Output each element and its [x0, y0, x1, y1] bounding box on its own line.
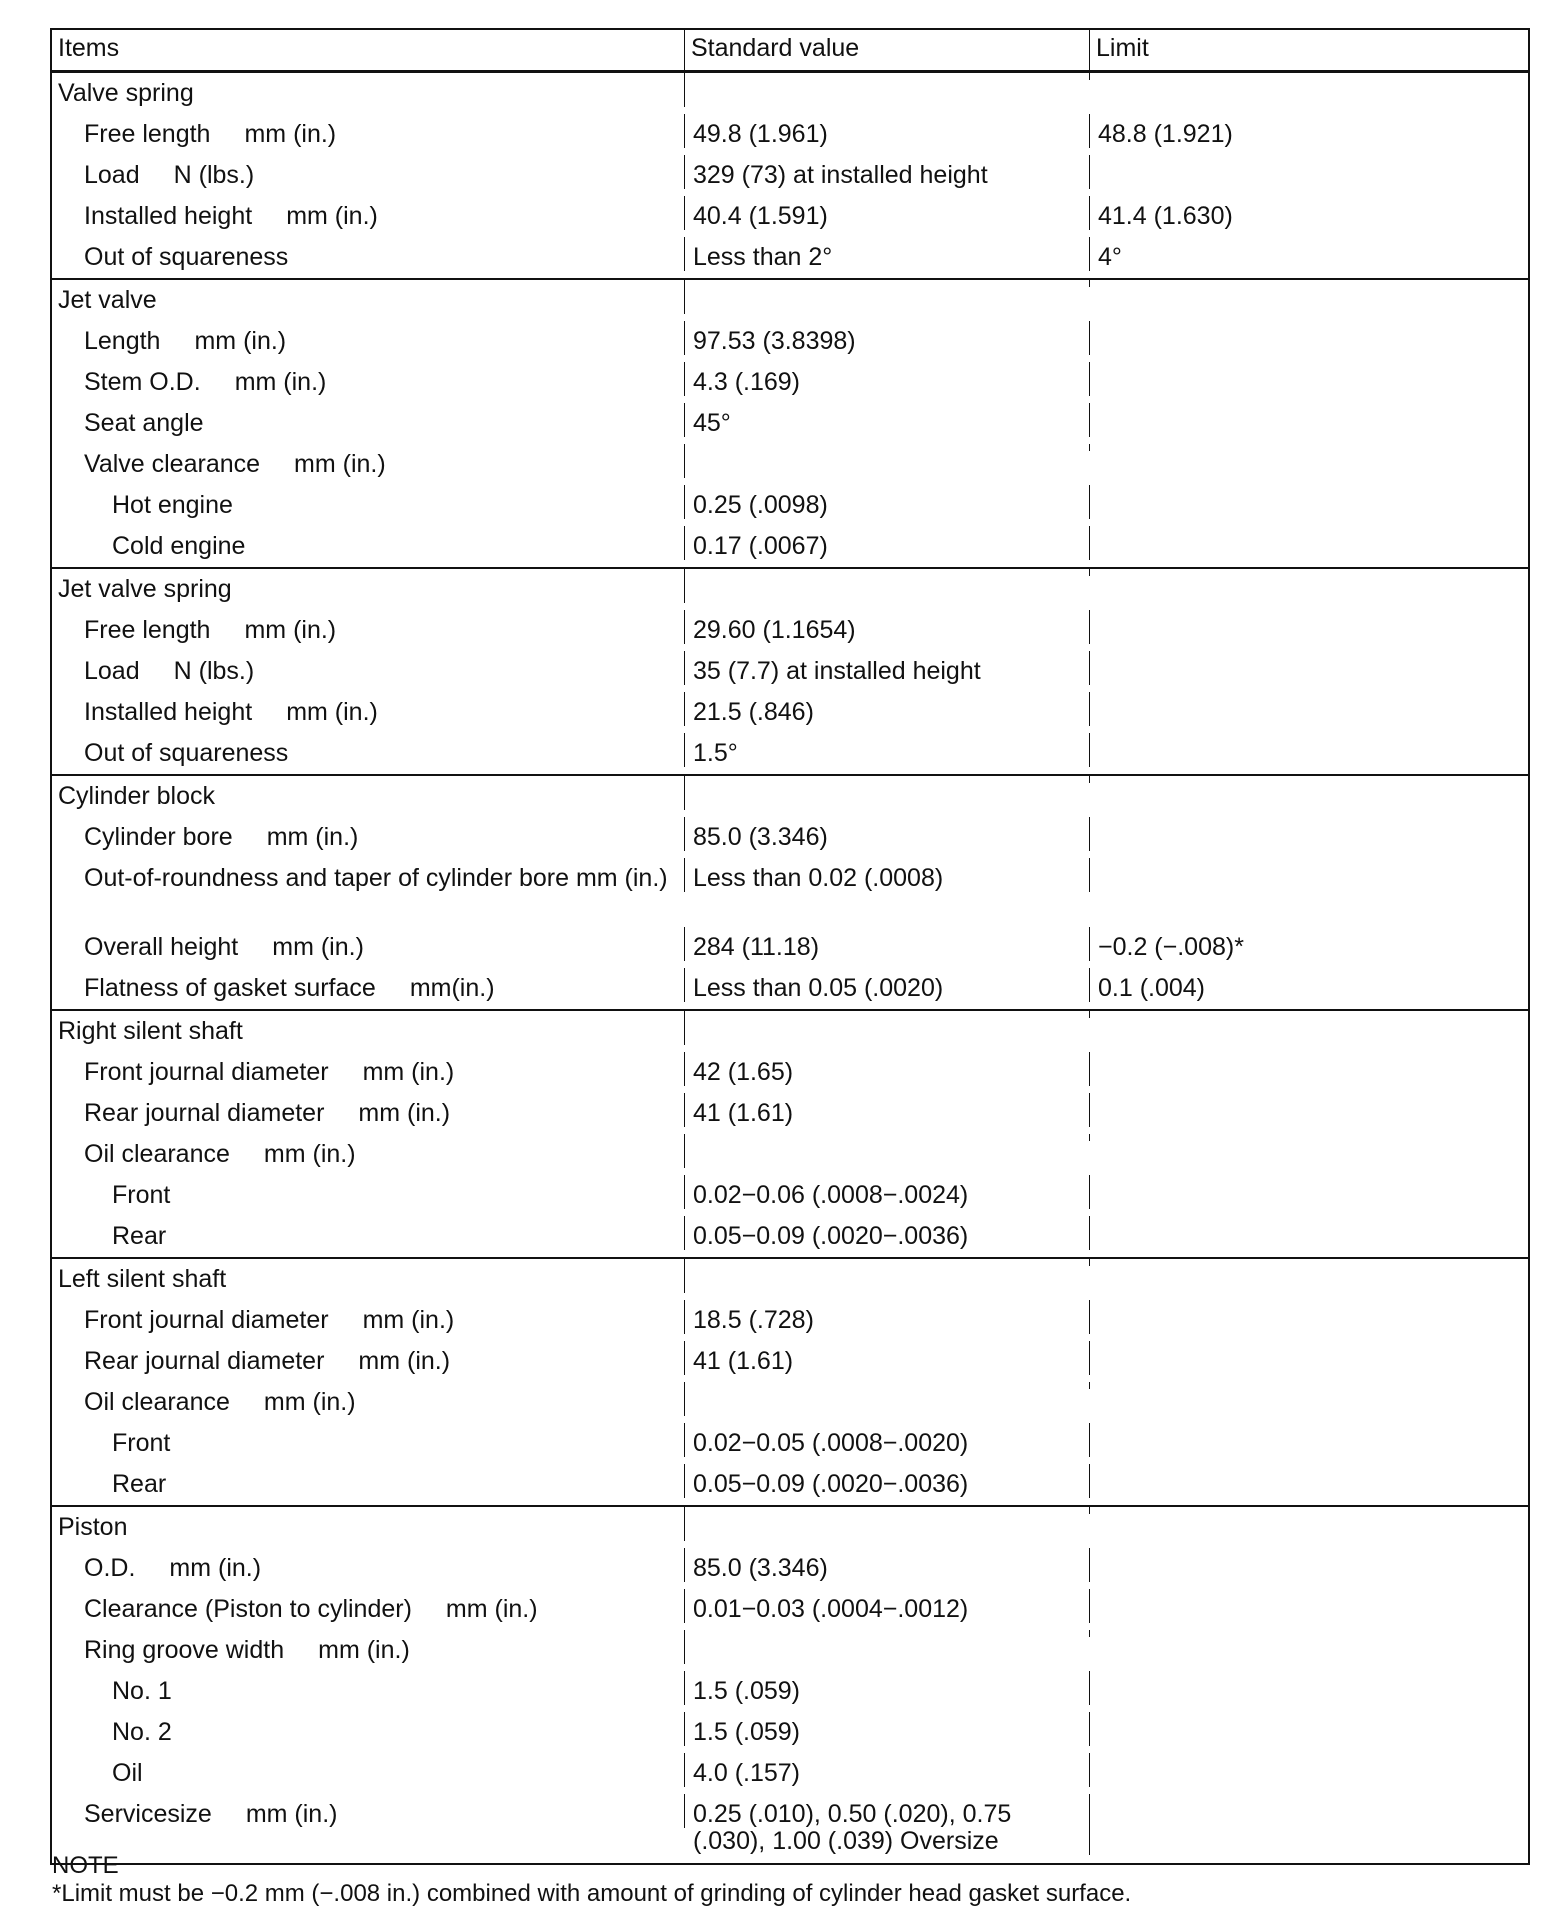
limit-cell: [1090, 1630, 1528, 1637]
item-label: Out of squareness: [84, 739, 289, 767]
table-row: [52, 968, 1528, 1009]
item-label: Overall height: [84, 933, 239, 961]
standard-cell: 329 (73) at installed height: [685, 155, 1090, 189]
standard-cell: [685, 1382, 1090, 1389]
standard-cell: 4.0 (.157): [685, 1753, 1090, 1787]
standard-cell: [685, 569, 1090, 576]
spec-table: [50, 28, 1530, 1865]
standard-cell: 18.5 (.728): [685, 1300, 1090, 1334]
limit-cell: [1090, 403, 1528, 410]
header-standard-value: Standard value: [685, 30, 1090, 70]
item-label: Out of squareness: [84, 243, 289, 271]
section-title: Right silent shaft: [52, 1011, 685, 1045]
table-row: [52, 610, 1528, 651]
item-unit: mm (in.): [266, 823, 359, 851]
item-unit: mm (in.): [263, 1140, 356, 1168]
table-row: [52, 1134, 1528, 1175]
standard-cell: 0.25 (.0098): [685, 485, 1090, 519]
table-row: [52, 817, 1528, 858]
table-section: [52, 1507, 1528, 1863]
item-unit: N (lbs.): [173, 657, 255, 685]
table-row: [52, 1712, 1528, 1753]
item-label: Cylinder bore: [84, 823, 233, 851]
item-cell: [52, 1216, 685, 1250]
section-title-row: [52, 1507, 1528, 1548]
limit-cell: [1090, 1423, 1528, 1430]
section-title: Valve spring: [52, 73, 685, 107]
standard-cell: [685, 73, 1090, 80]
standard-cell: [685, 776, 1090, 783]
item-label: Rear journal diameter: [84, 1347, 325, 1375]
table-section: [52, 280, 1528, 569]
standard-cell: 41 (1.61): [685, 1093, 1090, 1127]
table-row: [52, 1630, 1528, 1671]
item-cell: [52, 1712, 685, 1746]
item-cell: [52, 155, 685, 189]
item-unit: mm (in.): [234, 368, 327, 396]
item-label: No. 1: [112, 1677, 172, 1705]
standard-cell: 1.5 (.059): [685, 1671, 1090, 1705]
limit-cell: [1090, 1671, 1528, 1678]
item-cell: [52, 1093, 685, 1127]
table-row: [52, 444, 1528, 485]
limit-cell: [1090, 569, 1528, 576]
standard-cell: Less than 0.05 (.0020): [685, 968, 1090, 1002]
limit-cell: [1090, 1259, 1528, 1266]
section-title-row: [52, 280, 1528, 321]
item-label: Ring groove width: [84, 1636, 285, 1664]
item-label: Rear: [112, 1222, 167, 1250]
item-cell: [52, 733, 685, 767]
item-label: Stem O.D.: [84, 368, 201, 396]
section-title-row: [52, 73, 1528, 114]
table-row: [52, 1216, 1528, 1257]
item-unit: mm (in.): [358, 1347, 451, 1375]
table-section: [52, 569, 1528, 776]
limit-cell: 41.4 (1.630): [1098, 202, 1233, 230]
limit-cell: [1090, 1093, 1528, 1100]
table-row: [52, 1175, 1528, 1216]
item-cell: [52, 526, 685, 560]
standard-cell: 0.02−0.05 (.0008−.0020): [685, 1423, 1090, 1457]
limit-cell: [1090, 1464, 1528, 1471]
table-row: [52, 1382, 1528, 1423]
item-label: Load: [84, 657, 140, 685]
item-unit: mm (in.): [358, 1099, 451, 1127]
limit-cell: [1090, 692, 1528, 699]
item-label: Front journal diameter: [84, 1058, 329, 1086]
table-row: [52, 362, 1528, 403]
limit-cell: [1090, 1216, 1528, 1223]
limit-cell: [1090, 1794, 1528, 1801]
item-label: Load: [84, 161, 140, 189]
limit-cell: [1090, 362, 1528, 369]
table-row: [52, 1423, 1528, 1464]
item-cell: [52, 1589, 685, 1623]
section-title: Jet valve: [52, 280, 685, 314]
item-cell: [52, 237, 685, 271]
limit-cell: [1090, 858, 1528, 865]
item-label: Installed height: [84, 202, 253, 230]
item-cell: [52, 485, 685, 519]
limit-cell: 48.8 (1.921): [1098, 120, 1233, 148]
item-unit: mm (in.): [445, 1595, 538, 1623]
table-row: [52, 403, 1528, 444]
standard-cell: [685, 444, 1090, 451]
item-unit: N (lbs.): [173, 161, 255, 189]
item-cell: [52, 1341, 685, 1375]
limit-cell: [1090, 1175, 1528, 1182]
limit-cell: [1090, 280, 1528, 287]
table-row: [52, 927, 1528, 968]
item-unit: mm (in.): [272, 933, 364, 961]
item-cell: [52, 1753, 685, 1787]
item-unit: mm (in.): [294, 450, 386, 478]
table-row: [52, 692, 1528, 733]
limit-cell: [1090, 1712, 1528, 1719]
limit-cell: [1090, 155, 1528, 162]
item-label: Oil clearance: [84, 1140, 230, 1168]
standard-cell: 29.60 (1.1654): [685, 610, 1090, 644]
item-label: Cold engine: [112, 532, 246, 560]
limit-cell: [1090, 610, 1528, 617]
table-row: [52, 651, 1528, 692]
standard-cell: [685, 1134, 1090, 1141]
standard-cell: Less than 0.02 (.0008): [685, 858, 1090, 892]
item-label: Servicesize: [84, 1800, 212, 1828]
limit-cell: [1090, 651, 1528, 658]
standard-cell: [685, 280, 1090, 287]
standard-cell: [685, 1011, 1090, 1018]
item-cell: [52, 403, 685, 437]
item-cell: [52, 114, 685, 148]
limit-cell: [1090, 1052, 1528, 1059]
item-unit: mm (in.): [194, 327, 287, 355]
item-label: Front: [112, 1429, 171, 1457]
item-unit: mm (in.): [286, 698, 378, 726]
item-unit: mm (in.): [245, 1800, 338, 1828]
standard-cell: 35 (7.7) at installed height: [685, 651, 1090, 685]
item-unit: mm (in.): [362, 1306, 455, 1334]
header-items: Items: [52, 30, 685, 70]
item-cell: [52, 1382, 685, 1416]
standard-cell: 42 (1.65): [685, 1052, 1090, 1086]
item-label: Free length: [84, 120, 211, 148]
standard-cell: 40.4 (1.591): [685, 196, 1090, 230]
item-cell: [52, 858, 685, 892]
section-title: Left silent shaft: [52, 1259, 685, 1293]
limit-cell: [1090, 1548, 1528, 1555]
item-label: Oil clearance: [84, 1388, 230, 1416]
standard-cell: 1.5 (.059): [685, 1712, 1090, 1746]
limit-cell: 0.1 (.004): [1098, 974, 1206, 1002]
table-row: [52, 1464, 1528, 1505]
standard-cell: 4.3 (.169): [685, 362, 1090, 396]
table-section: [52, 776, 1528, 1011]
limit-cell: [1090, 321, 1528, 328]
limit-cell: [1090, 1507, 1528, 1514]
item-unit: mm (in.): [263, 1388, 356, 1416]
item-label: Hot engine: [112, 491, 233, 519]
item-unit: mm (in.): [318, 1636, 410, 1664]
item-cell: [52, 610, 685, 644]
limit-cell: [1090, 526, 1528, 533]
standard-cell: 0.17 (.0067): [685, 526, 1090, 560]
table-row: [52, 485, 1528, 526]
table-row: [52, 321, 1528, 362]
table-row: [52, 733, 1528, 774]
table-row: [52, 1052, 1528, 1093]
item-label: Oil: [112, 1759, 143, 1787]
standard-cell: [685, 1259, 1090, 1266]
item-label: Rear journal diameter: [84, 1099, 325, 1127]
item-label: Valve clearance: [84, 450, 261, 478]
limit-cell: [1090, 817, 1528, 824]
table-row: [52, 1341, 1528, 1382]
item-unit: mm (in.): [362, 1058, 455, 1086]
table-section: [52, 73, 1528, 280]
table-row: [52, 155, 1528, 196]
table-body: [52, 73, 1528, 1863]
table-row: [52, 114, 1528, 155]
item-label: O.D.: [84, 1554, 136, 1582]
standard-cell: 0.02−0.06 (.0008−.0024): [685, 1175, 1090, 1209]
item-unit: mm (in.): [286, 202, 378, 230]
section-title: Piston: [52, 1507, 685, 1541]
table-row: [52, 1671, 1528, 1712]
section-title-row: [52, 569, 1528, 610]
section-title-row: [52, 776, 1528, 817]
note-title: NOTE: [52, 1852, 119, 1879]
table-row: [52, 1589, 1528, 1630]
item-cell: [52, 1300, 685, 1334]
item-cell: [52, 968, 685, 1002]
item-unit: mm(in.): [409, 974, 495, 1002]
item-label: Length: [84, 327, 161, 355]
table-row: [52, 1093, 1528, 1134]
item-cell: [52, 1671, 685, 1705]
section-title-row: [52, 1259, 1528, 1300]
item-label: Clearance (Piston to cylinder): [84, 1595, 412, 1623]
table-row: [52, 237, 1528, 278]
section-title: Jet valve spring: [52, 569, 685, 603]
item-label: No. 2: [112, 1718, 172, 1746]
standard-cell: 41 (1.61): [685, 1341, 1090, 1375]
limit-cell: [1090, 444, 1528, 451]
limit-cell: [1090, 485, 1528, 492]
limit-cell: −0.2 (−.008)*: [1098, 933, 1244, 961]
item-cell: [52, 817, 685, 851]
item-cell: [52, 1464, 685, 1498]
table-row: [52, 858, 1528, 927]
note-text: *Limit must be −0.2 mm (−.008 in.) combined with amount of grinding of cylinder head gasket surface.: [52, 1880, 1132, 1907]
limit-cell: [1090, 1134, 1528, 1141]
note: [52, 1852, 1131, 1908]
table-section: [52, 1259, 1528, 1507]
standard-cell: 85.0 (3.346): [685, 1548, 1090, 1582]
item-cell: [52, 692, 685, 726]
item-cell: [52, 1548, 685, 1582]
standard-cell: 97.53 (3.8398): [685, 321, 1090, 355]
standard-cell: 1.5°: [685, 733, 1090, 767]
item-cell: [52, 362, 685, 396]
standard-cell: 0.01−0.03 (.0004−.0012): [685, 1589, 1090, 1623]
standard-cell: 45°: [685, 403, 1090, 437]
item-cell: [52, 1630, 685, 1664]
limit-cell: [1090, 1011, 1528, 1018]
table-row: [52, 196, 1528, 237]
item-cell: [52, 927, 685, 961]
item-cell: [52, 196, 685, 230]
item-label: Front journal diameter: [84, 1306, 329, 1334]
standard-cell: 284 (11.18): [685, 927, 1090, 961]
limit-cell: [1090, 776, 1528, 783]
standard-cell: 0.05−0.09 (.0020−.0036): [685, 1464, 1090, 1498]
standard-cell: [685, 1507, 1090, 1514]
standard-cell: 0.05−0.09 (.0020−.0036): [685, 1216, 1090, 1250]
limit-cell: [1090, 733, 1528, 740]
limit-cell: [1090, 1753, 1528, 1760]
table-header: [52, 30, 1528, 73]
item-label: Free length: [84, 616, 211, 644]
item-label: Seat angle: [84, 409, 204, 437]
table-row: [52, 1753, 1528, 1794]
standard-cell: 85.0 (3.346): [685, 817, 1090, 851]
item-cell: [52, 1794, 685, 1828]
table-row: [52, 1300, 1528, 1341]
item-unit: mm (in.): [244, 616, 337, 644]
item-unit: mm (in.): [169, 1554, 262, 1582]
item-cell: [52, 1134, 685, 1168]
table-row: [52, 1548, 1528, 1589]
standard-cell: 21.5 (.846): [685, 692, 1090, 726]
limit-cell: [1090, 1341, 1528, 1348]
standard-cell: 49.8 (1.961): [685, 114, 1090, 148]
item-label: Front: [112, 1181, 171, 1209]
standard-cell: [685, 1630, 1090, 1637]
standard-cell: Less than 2°: [685, 237, 1090, 271]
section-title: Cylinder block: [52, 776, 685, 810]
standard-cell: 0.25 (.010), 0.50 (.020), 0.75 (.030), 1.00 (.039) Oversize: [685, 1794, 1090, 1855]
item-cell: [52, 1052, 685, 1086]
item-label: Installed height: [84, 698, 253, 726]
limit-cell: [1090, 1300, 1528, 1307]
limit-cell: 4°: [1098, 243, 1122, 271]
item-label: Flatness of gasket surface: [84, 974, 376, 1002]
item-cell: [52, 1175, 685, 1209]
table-row: [52, 526, 1528, 567]
limit-cell: [1090, 1589, 1528, 1596]
item-cell: [52, 321, 685, 355]
limit-cell: [1090, 1382, 1528, 1389]
item-label: Out-of-roundness and taper of cylinder bore mm (in.): [84, 864, 668, 892]
item-unit: mm (in.): [244, 120, 337, 148]
item-cell: [52, 651, 685, 685]
item-cell: [52, 1423, 685, 1457]
section-title-row: [52, 1011, 1528, 1052]
table-section: [52, 1011, 1528, 1259]
item-label: Rear: [112, 1470, 167, 1498]
header-limit: Limit: [1096, 34, 1149, 62]
item-cell: [52, 444, 685, 478]
limit-cell: [1090, 73, 1528, 80]
